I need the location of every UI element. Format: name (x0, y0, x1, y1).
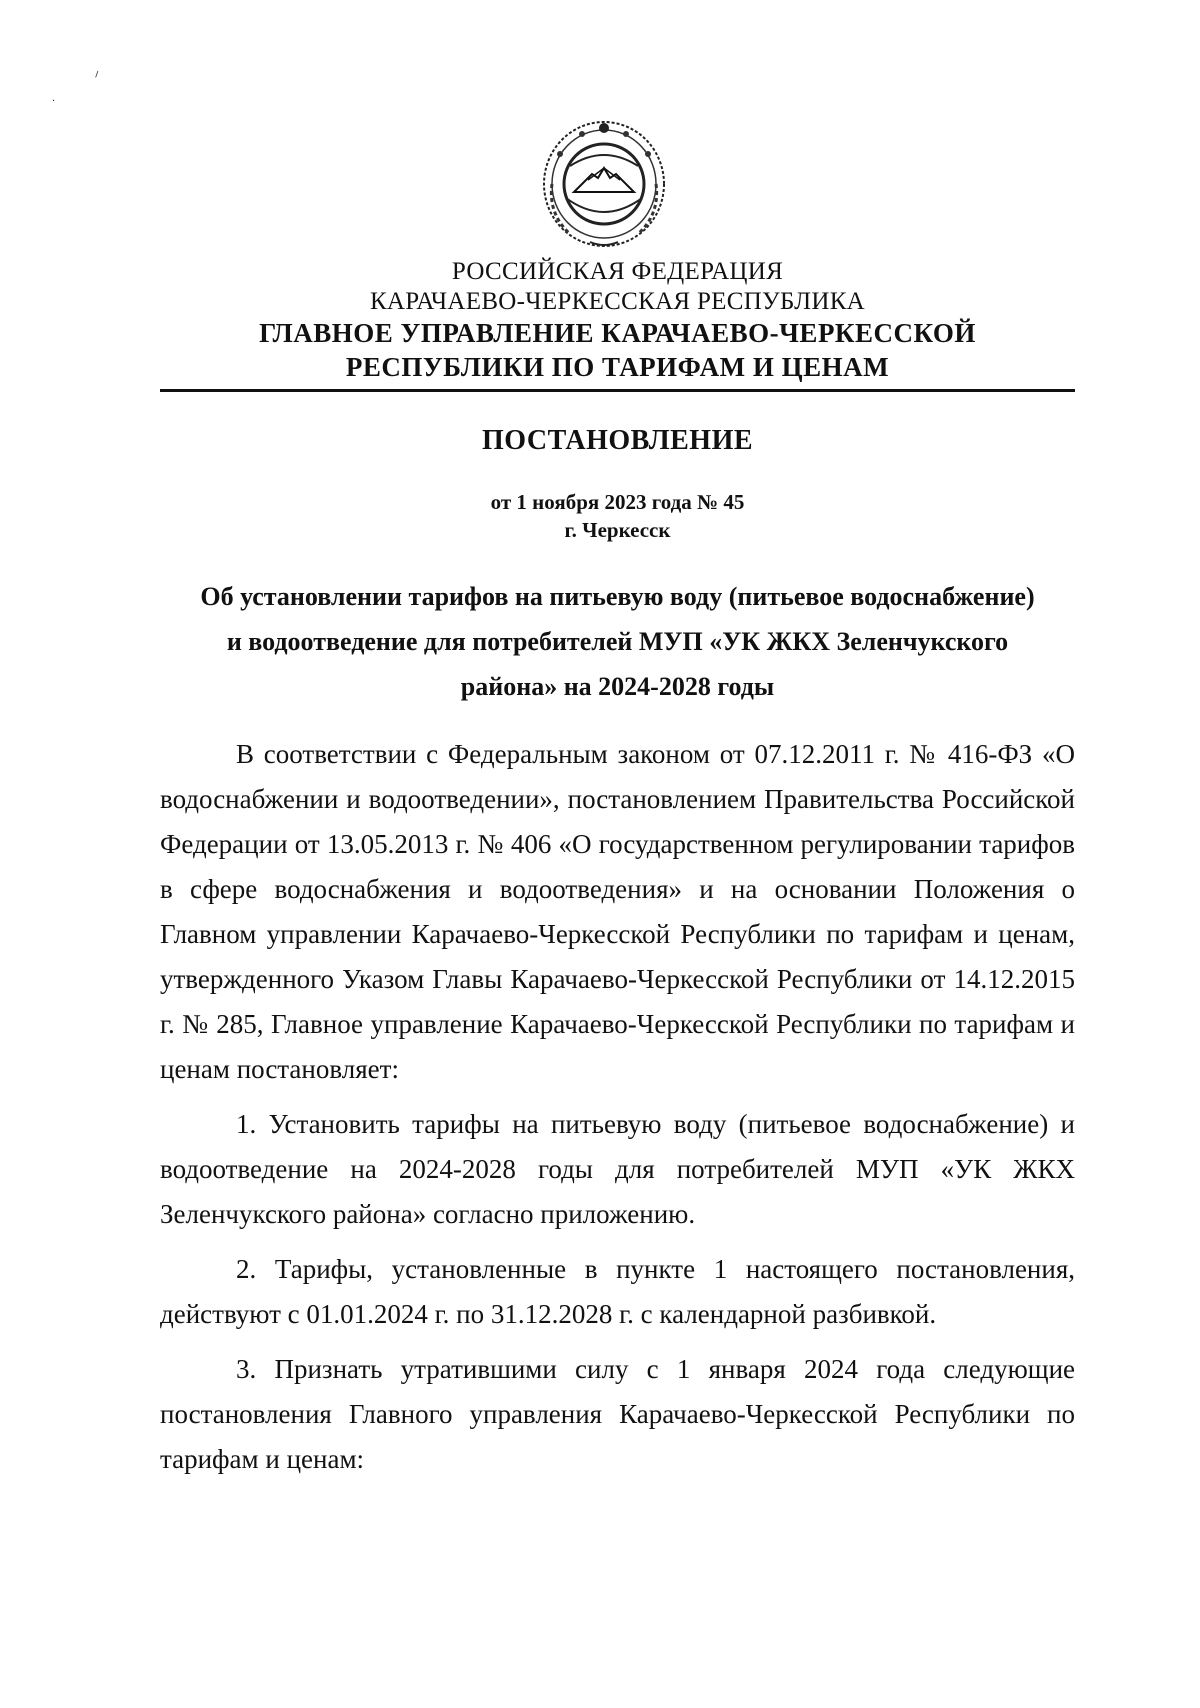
document-type: ПОСТАНОВЛЕНИЕ (481, 425, 754, 456)
header-agency-line2: РЕСПУБЛИКИ ПО ТАРИФАМ И ЦЕНАМ (345, 352, 890, 382)
document-title-line: и водоотведение для потребителей МУП «УК ЖКХ Зеленчукского (226, 627, 1009, 656)
document-title-line: района» на 2024-2028 годы (460, 672, 775, 701)
header-country: РОССИЙСКАЯ ФЕДЕРАЦИЯ (451, 258, 784, 285)
item-2-paragraph: 2. Тарифы, установленные в пункте 1 настоящего постановления, действуют с 01.01.2024 г. по 31.12.2028 г. с календарной разбивкой. (160, 1254, 1075, 1329)
header-divider (160, 389, 1075, 392)
document-city: г. Черкесск (564, 518, 671, 542)
preamble-paragraph: В соответствии с Федеральным законом от 07.12.2011 г. № 416-ФЗ «О водоснабжении и водоотведении», постановлением Правительства Российской Федерации от 13.05.2013 г. № 406 «О государственном регулировании тарифов в сфере водоснабжения и водоотведения» и на основании Положения о Главном управлении Карачаево-Черкесской Республики по тарифам и ценам, утвержденного Указом Главы Карачаево-Черкесской Республики от 14.12.2015 г. № 285, Главное управление Карачаево-Черкесской Республики по тарифам и ценам постановляет: (160, 739, 1075, 1084)
document-date: от 1 ноября 2023 года № 45 (490, 490, 745, 514)
item-1-paragraph: 1. Установить тарифы на питьевую воду (питьевое водоснабжение) и водоотведение на 2024-2028 годы для потребителей МУП «УК ЖКХ Зеленчукского района» согласно приложению. (160, 1109, 1075, 1229)
document-body (160, 732, 1075, 1482)
document-title (160, 574, 1075, 709)
header-agency-line1: ГЛАВНОЕ УПРАВЛЕНИЕ КАРАЧАЕВО-ЧЕРКЕССКОЙ (259, 318, 976, 348)
item-3-paragraph: 3. Признать утратившими силу с 1 января 2024 года следующие постановления Главного управления Карачаево-Черкесской Республики по тарифам и ценам: (160, 1354, 1075, 1474)
scan-mark: · (52, 96, 56, 107)
header-republic: КАРАЧАЕВО-ЧЕРКЕССКАЯ РЕСПУБЛИКА (369, 288, 866, 315)
scan-mark: ⸝ (89, 63, 103, 81)
document-title-line: Об установлении тарифов на питьевую воду (питьевое водоснабжение) (200, 582, 1035, 611)
coat-of-arms-emblem (540, 114, 668, 250)
